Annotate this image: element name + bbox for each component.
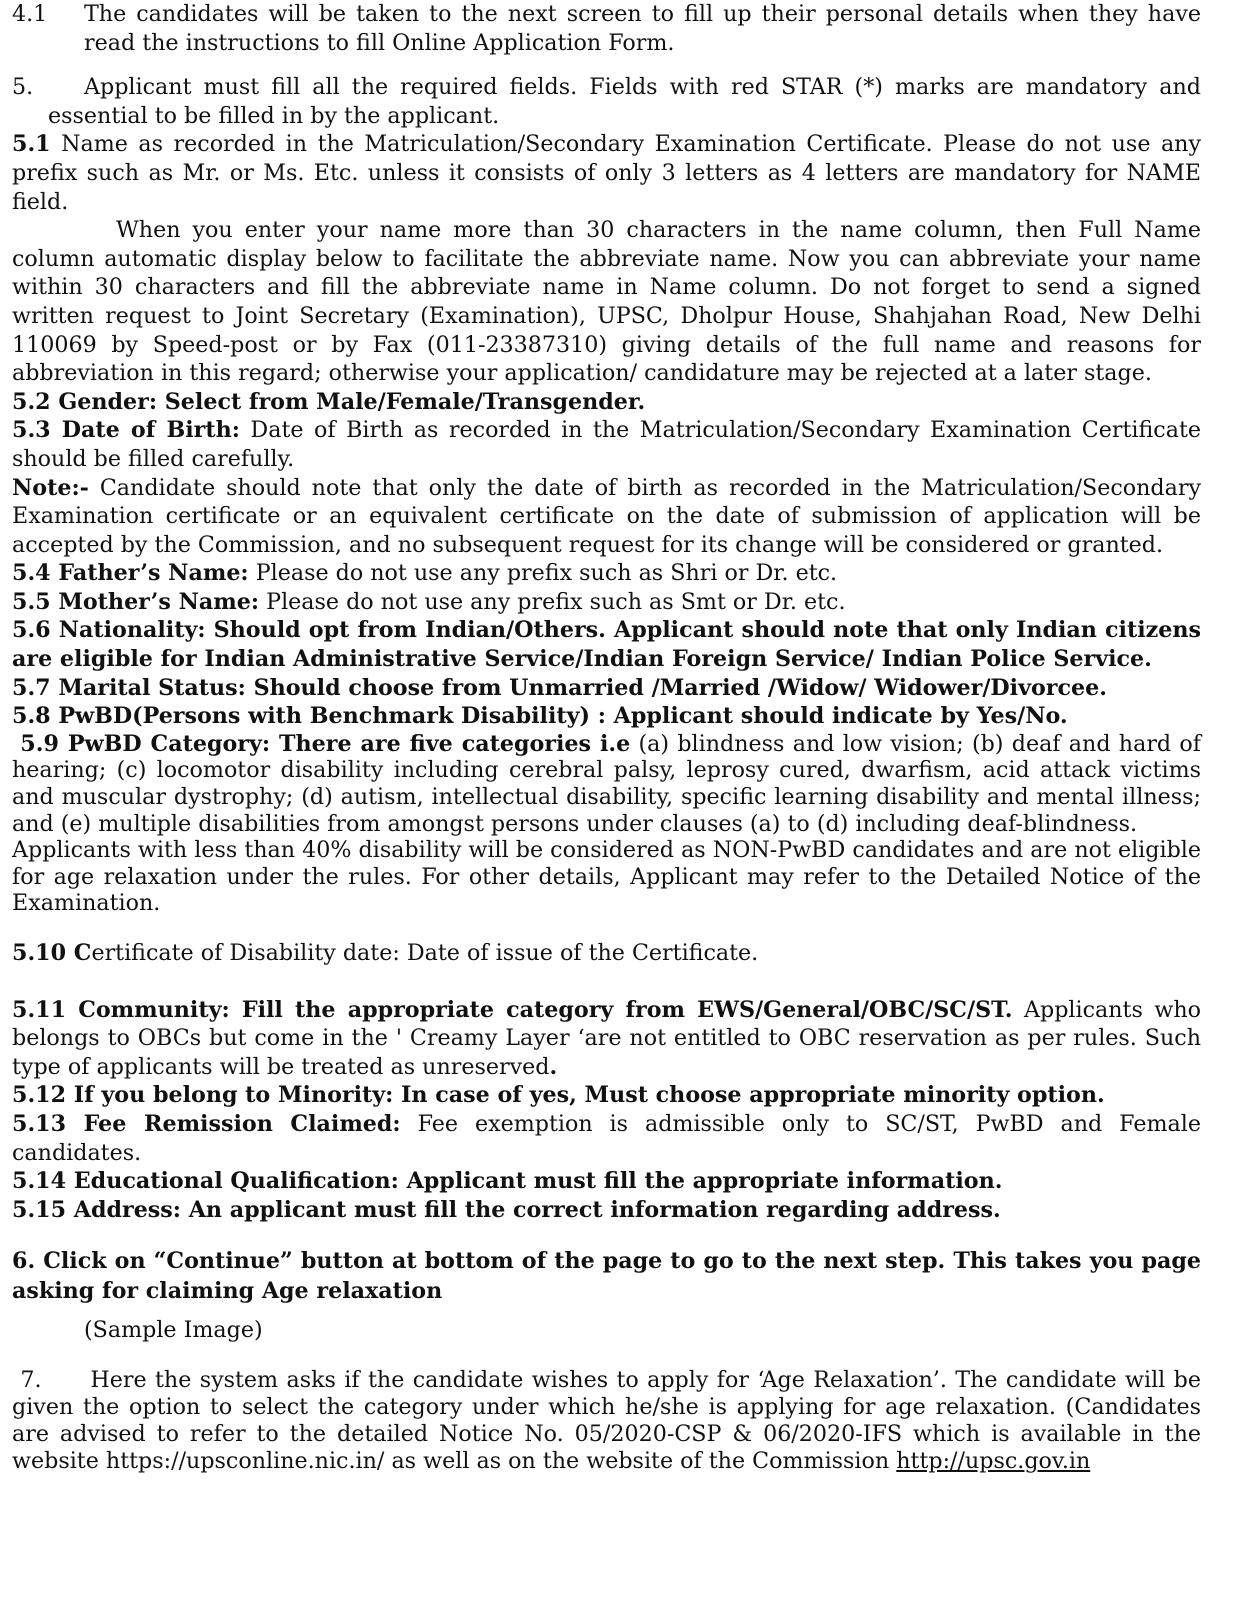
para-7-text: Here the system asks if the candidate wishes to apply for ‘Age Relaxation’. The candidate will be given the option to select the category under which he/she is applying for age relaxation. (Candidates are advised to refer to the detailed Notice No. 05/2020-CSP & 06/2020-IFS which is available in the website https://upsconline.nic.in/ as well as on the website of the Commission <box>12 1366 1201 1474</box>
para-5-5 <box>12 588 1201 617</box>
para-5-2-heading: 5.2 Gender: Select from Male/Female/Transgender. <box>12 388 646 415</box>
para-5-5-text: Please do not use any prefix such as Smt or Dr. etc. <box>266 588 846 615</box>
para-5-1-text: Name as recorded in the Matriculation/Secondary Examination Certificate. Please do not use any prefix such as Mr. or Ms. Etc. unless it consists of only 3 letters as 4 letters are mandatory for NAME field. <box>12 131 1201 215</box>
upsc-website-link[interactable]: http://upsc.gov.in <box>896 1447 1091 1474</box>
para-5 <box>12 73 1201 130</box>
para-5-11-tail: . <box>549 1053 558 1080</box>
para-5-8-heading: 5.8 PwBD(Persons with Benchmark Disability) : Applicant should indicate by Yes/No. <box>12 703 1068 730</box>
para-5-14-heading: 5.14 Educational Qualification: Applicant must fill the appropriate information. <box>12 1168 1003 1195</box>
para-5-13-text: Fee exemption is admissible only to SC/ST, PwBD and Female candidates. <box>12 1110 1201 1166</box>
para-5-9 <box>12 731 1201 837</box>
para-5-9-heading: 5.9 PwBD Category: There are five categories i.e <box>20 730 631 757</box>
para-5-3-text: Date of Birth as recorded in the Matriculation/Secondary Examination Certificate should be filled carefully. <box>12 417 1202 472</box>
para-5-5-heading: 5.5 Mother’s Name: <box>12 588 260 615</box>
para-5-2 <box>12 388 1201 417</box>
para-5-10-text: ertificate of Disability date: Date of issue of the Certificate. <box>91 940 759 966</box>
para-4-1-text: The candidates will be taken to the next screen to fill up their personal details when they have read the instructions to fill Online Application Form. <box>84 1 1201 56</box>
para-5-12-heading: 5.12 If you belong to Minority: In case of yes, Must choose appropriate minority option. <box>12 1082 1105 1109</box>
para-5-13 <box>12 1110 1201 1167</box>
para-5-10 <box>12 939 1201 968</box>
para-5-6-heading: 5.6 Nationality: Should opt from Indian/Others. Applicant should note that only Indian citizens are eligible for Indian Administrative Service/Indian Foreign Service/ Indian Police Service. <box>12 617 1201 673</box>
para-5-12 <box>12 1081 1201 1110</box>
para-5-3-heading: 5.3 Date of Birth: <box>12 417 240 444</box>
para-5-9-note: Applicants with less than 40% disability will be considered as NON-PwBD candidates and are not eligible for age relaxation under the rules. For other details, Applicant may refer to the Detailed Notice of the Examination. <box>12 837 1201 917</box>
para-7-number: 7. <box>20 1366 42 1393</box>
para-5-4-heading: 5.4 Father’s Name: <box>12 560 249 587</box>
para-5-4 <box>12 559 1201 588</box>
para-5-13-heading: 5.13 Fee Remission Claimed: <box>12 1110 401 1137</box>
para-5-11 <box>12 996 1201 1082</box>
sample-image-caption: (Sample Image) <box>84 1317 263 1344</box>
para-5-14 <box>12 1167 1201 1196</box>
para-6 <box>12 1246 1201 1306</box>
para-5-9-text: (a) blindness and low vision; (b) deaf and hard of hearing; (c) locomotor disability including cerebral palsy, leprosy cured, dwarfism, acid attack victims and muscular dystrophy; (d) autism, intellectual disability, specific learning disability and mental illness; and (e) multiple disabilities from amongst persons under clauses (a) to (d) including deaf-blindness. <box>12 730 1201 837</box>
para-5-7-heading: 5.7 Marital Status: Should choose from Unmarried /Married /Widow/ Widower/Divorcee. <box>12 674 1107 701</box>
para-4-1 <box>12 0 1201 57</box>
note-para <box>12 474 1201 560</box>
note-heading: Note:- <box>12 474 89 501</box>
para-5-10-heading: 5.10 C <box>12 940 92 966</box>
para-4-1-number: 4.1 <box>12 1 48 27</box>
para-5-1-number: 5.1 <box>12 131 51 158</box>
para-6-heading: 6. Click on “Continue” button at bottom of the page to go to the next step. This takes you page asking for claiming Age relaxation <box>12 1248 1201 1305</box>
para-7 <box>12 1367 1201 1475</box>
para-5-8 <box>12 702 1201 731</box>
para-5-4-text: Please do not use any prefix such as Shri or Dr. etc. <box>255 560 838 587</box>
para-5-15 <box>12 1196 1201 1225</box>
para-5-7 <box>12 674 1201 703</box>
para-5-11-heading: 5.11 Community: Fill the appropriate category from EWS/General/OBC/SC/ST. <box>12 996 1013 1023</box>
para-5-text: Applicant must fill all the required fields. Fields with red STAR (*) marks are mandatory and essential to be filled in by the applicant. <box>48 74 1201 129</box>
para-5-1-continued: When you enter your name more than 30 characters in the name column, then Full Name column automatic display below to facilitate the abbreviate name. Now you can abbreviate your name within 30 characters and fill the abbreviate name in Name column. Do not forget to send a signed written request to Joint Secretary (Examination), UPSC, Dholpur House, Shahjahan Road, New Delhi 110069 by Speed-post or by Fax (011-23387310) giving details of the full name and reasons for abbreviation in this regard; otherwise your application/ candidature may be rejected at a later stage. <box>12 217 1201 387</box>
para-5-6 <box>12 616 1201 673</box>
para-5-number: 5. <box>12 74 34 101</box>
note-text: Candidate should note that only the date of birth as recorded in the Matriculation/Secondary Examination certificate or an equivalent certificate on the date of submission of application will be accepted by the Commission, and no subsequent request for its change will be considered or granted. <box>12 474 1201 558</box>
para-5-11-text: Applicants who belongs to OBCs but come in the ' Creamy Layer ‘are not entitled to OBC reservation as per rules. Such type of applicants will be treated as unreserved <box>12 996 1201 1080</box>
para-5-15-heading: 5.15 Address: An applicant must fill the correct information regarding address. <box>12 1196 1001 1223</box>
para-5-3 <box>12 416 1201 473</box>
para-5-1 <box>12 130 1201 216</box>
